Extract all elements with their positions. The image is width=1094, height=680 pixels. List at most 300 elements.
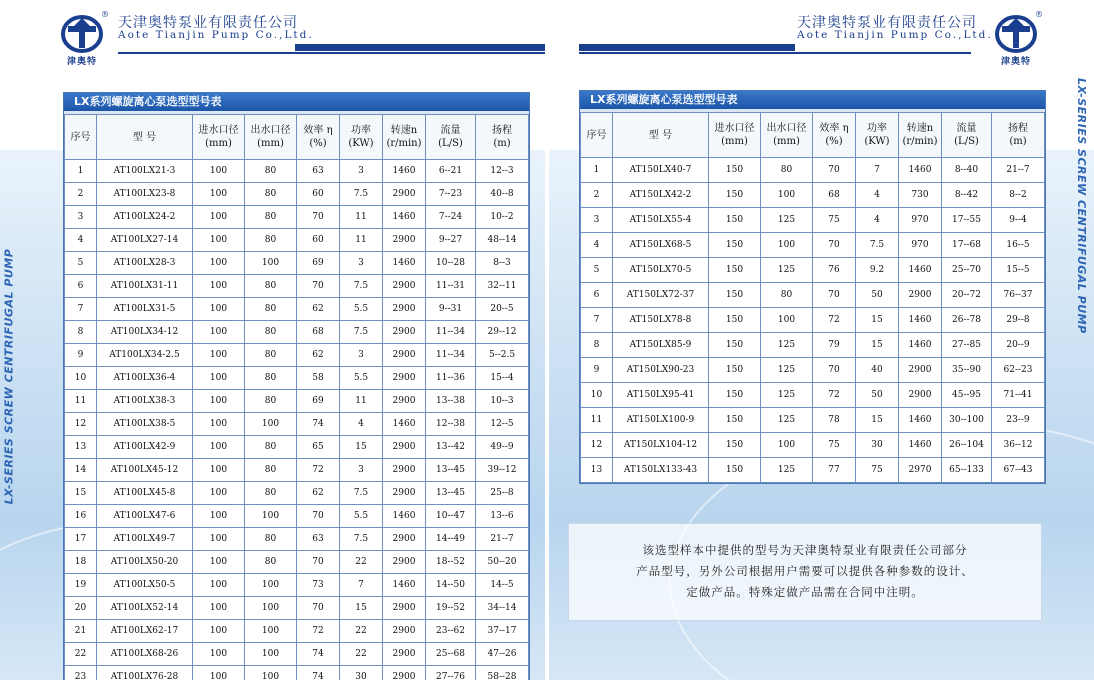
table-row bbox=[65, 275, 529, 298]
table-cell: 75 bbox=[813, 433, 856, 458]
table-cell: 125 bbox=[761, 408, 813, 433]
table-cell: 730 bbox=[899, 183, 942, 208]
table-cell: 1460 bbox=[383, 160, 426, 183]
table-cell: 100 bbox=[193, 551, 245, 574]
table-cell: 15--4 bbox=[476, 367, 529, 390]
column-header-label: 序号 bbox=[586, 129, 607, 141]
table-cell: 15 bbox=[340, 436, 383, 459]
table-cell: 72 bbox=[813, 308, 856, 333]
registered-mark: ® bbox=[101, 10, 109, 19]
table-cell: 100 bbox=[761, 308, 813, 333]
table-cell: 27--85 bbox=[942, 333, 992, 358]
table-cell: 7 bbox=[856, 158, 899, 183]
column-header-label: 出水口径 bbox=[250, 125, 291, 136]
column-header-label: 转速n bbox=[390, 125, 418, 136]
table-cell: 1460 bbox=[899, 408, 942, 433]
table-cell: 80 bbox=[761, 283, 813, 308]
table-cell: 23 bbox=[65, 666, 97, 680]
table-cell: 6 bbox=[581, 283, 613, 308]
table-cell: 10--47 bbox=[426, 505, 476, 528]
table-cell: AT150LX95-41 bbox=[613, 383, 709, 408]
table-cell: 100 bbox=[193, 367, 245, 390]
table-cell: 11--34 bbox=[426, 344, 476, 367]
table-cell: 100 bbox=[193, 160, 245, 183]
table-cell: 20 bbox=[65, 597, 97, 620]
table-cell: AT100LX50-20 bbox=[97, 551, 193, 574]
column-header-label: 进水口径 bbox=[198, 125, 239, 136]
table-cell: 100 bbox=[193, 183, 245, 206]
table-cell: 2900 bbox=[383, 298, 426, 321]
table-cell: AT100LX28-3 bbox=[97, 252, 193, 275]
table-row bbox=[65, 160, 529, 183]
table-cell: 2900 bbox=[383, 643, 426, 666]
table-cell: AT100LX21-3 bbox=[97, 160, 193, 183]
column-header bbox=[383, 115, 426, 160]
table-cell: 2900 bbox=[383, 528, 426, 551]
table-cell: 8--40 bbox=[942, 158, 992, 183]
table-cell: 15 bbox=[856, 308, 899, 333]
table-title: LX系列螺旋离心泵选型型号表 bbox=[64, 93, 529, 111]
table-cell: 12 bbox=[581, 433, 613, 458]
column-header bbox=[297, 115, 340, 160]
table-cell: 100 bbox=[193, 643, 245, 666]
table-cell: 3 bbox=[340, 160, 383, 183]
table-row bbox=[65, 413, 529, 436]
table-cell: 7 bbox=[340, 574, 383, 597]
table-cell: 80 bbox=[245, 229, 297, 252]
table-cell: 13--45 bbox=[426, 459, 476, 482]
table-cell: 100 bbox=[193, 298, 245, 321]
table-cell: 3 bbox=[340, 344, 383, 367]
table-cell: 80 bbox=[245, 436, 297, 459]
table-cell: 10--28 bbox=[426, 252, 476, 275]
table-cell: 1460 bbox=[899, 433, 942, 458]
table-cell: 71--41 bbox=[992, 383, 1045, 408]
table-cell: 75 bbox=[813, 208, 856, 233]
table-cell: 100 bbox=[193, 229, 245, 252]
table-cell: 75 bbox=[856, 458, 899, 483]
column-header-unit: (%) bbox=[825, 136, 843, 147]
table-cell: 100 bbox=[193, 574, 245, 597]
column-header bbox=[340, 115, 383, 160]
column-header-unit: (KW) bbox=[348, 138, 374, 149]
table-cell: 6 bbox=[65, 275, 97, 298]
side-label-right: LX-SERIES SCREW CENTRIFUGAL PUMP bbox=[1075, 78, 1088, 334]
table-cell: 68 bbox=[297, 321, 340, 344]
column-header-label: 效率 η bbox=[303, 125, 333, 136]
table-cell: 30 bbox=[340, 666, 383, 680]
table-cell: 2900 bbox=[383, 229, 426, 252]
table-row bbox=[65, 574, 529, 597]
table-row bbox=[581, 333, 1045, 358]
table-cell: 100 bbox=[193, 206, 245, 229]
notice-line: 该选型样本中提供的型号为天津奥特泵业有限责任公司部分 bbox=[642, 543, 968, 557]
column-header-label: 进水口径 bbox=[714, 123, 755, 134]
table-row bbox=[65, 436, 529, 459]
table-cell: 100 bbox=[761, 183, 813, 208]
table-cell: AT150LX78-8 bbox=[613, 308, 709, 333]
table-cell: 19--52 bbox=[426, 597, 476, 620]
table-cell: 16--5 bbox=[992, 233, 1045, 258]
table-cell: 49--9 bbox=[476, 436, 529, 459]
column-header bbox=[899, 113, 942, 158]
side-label-left: LX-SERIES SCREW CENTRIFUGAL PUMP bbox=[2, 248, 16, 505]
table-cell: 21 bbox=[65, 620, 97, 643]
table-cell: 40 bbox=[856, 358, 899, 383]
table-row bbox=[581, 283, 1045, 308]
table-row bbox=[65, 643, 529, 666]
model-table bbox=[580, 112, 1045, 483]
table-cell: 70 bbox=[813, 233, 856, 258]
column-header-unit: (m) bbox=[493, 138, 511, 149]
table-cell: 16 bbox=[65, 505, 97, 528]
table-cell: 21--7 bbox=[992, 158, 1045, 183]
table-cell: 32--11 bbox=[476, 275, 529, 298]
table-cell: 23--9 bbox=[992, 408, 1045, 433]
table-cell: 100 bbox=[193, 505, 245, 528]
table-row bbox=[581, 458, 1045, 483]
table-cell: 10 bbox=[581, 383, 613, 408]
table-cell: 100 bbox=[193, 528, 245, 551]
company-name-en: Aote Tianjin Pump Co.,Ltd. bbox=[797, 29, 993, 41]
table-cell: 125 bbox=[761, 358, 813, 383]
table-cell: AT100LX47-6 bbox=[97, 505, 193, 528]
table-cell: 15 bbox=[340, 597, 383, 620]
table-cell: 80 bbox=[245, 183, 297, 206]
table-cell: 22 bbox=[65, 643, 97, 666]
table-cell: 2 bbox=[65, 183, 97, 206]
column-header bbox=[761, 113, 813, 158]
table-cell: 70 bbox=[297, 551, 340, 574]
table-cell: AT150LX42-2 bbox=[613, 183, 709, 208]
table-cell: AT100LX34-12 bbox=[97, 321, 193, 344]
column-header-label: 效率 η bbox=[819, 123, 849, 134]
table-row bbox=[65, 505, 529, 528]
table-cell: 2900 bbox=[383, 597, 426, 620]
table-cell: 62 bbox=[297, 344, 340, 367]
column-header bbox=[426, 115, 476, 160]
table-cell: 5.5 bbox=[340, 367, 383, 390]
table-cell: 2900 bbox=[383, 367, 426, 390]
table-cell: 17 bbox=[65, 528, 97, 551]
table-cell: AT100LX38-3 bbox=[97, 390, 193, 413]
table-cell: 78 bbox=[813, 408, 856, 433]
table-cell: 4 bbox=[65, 229, 97, 252]
column-header-label: 流量 bbox=[956, 123, 977, 134]
table-cell: 100 bbox=[193, 666, 245, 680]
table-row bbox=[581, 258, 1045, 283]
column-header bbox=[709, 113, 761, 158]
table-cell: 22 bbox=[340, 551, 383, 574]
table-cell: 20--9 bbox=[992, 333, 1045, 358]
table-cell: 5 bbox=[65, 252, 97, 275]
table-cell: 72 bbox=[297, 620, 340, 643]
table-cell: AT100LX24-2 bbox=[97, 206, 193, 229]
table-cell: AT100LX49-7 bbox=[97, 528, 193, 551]
table-cell: AT100LX23-8 bbox=[97, 183, 193, 206]
table-cell: 12--38 bbox=[426, 413, 476, 436]
table-cell: 11 bbox=[65, 390, 97, 413]
table-cell: 40--8 bbox=[476, 183, 529, 206]
table-cell: 100 bbox=[193, 597, 245, 620]
table-cell: 27--76 bbox=[426, 666, 476, 680]
table-row bbox=[65, 666, 529, 680]
table-cell: 80 bbox=[245, 206, 297, 229]
table-cell: AT150LX90-23 bbox=[613, 358, 709, 383]
table-row bbox=[65, 390, 529, 413]
table-cell: 1 bbox=[581, 158, 613, 183]
table-row bbox=[65, 528, 529, 551]
table-cell: 19 bbox=[65, 574, 97, 597]
table-cell: AT100LX50-5 bbox=[97, 574, 193, 597]
table-cell: 63 bbox=[297, 160, 340, 183]
table-cell: 100 bbox=[245, 666, 297, 680]
table-cell: 80 bbox=[245, 298, 297, 321]
table-row bbox=[65, 206, 529, 229]
table-cell: 4 bbox=[856, 183, 899, 208]
column-header-unit: (mm) bbox=[257, 138, 284, 149]
table-cell: 10 bbox=[65, 367, 97, 390]
header-bar bbox=[579, 44, 795, 51]
table-cell: 125 bbox=[761, 383, 813, 408]
table-cell: 100 bbox=[245, 643, 297, 666]
table-header-row bbox=[581, 113, 1045, 158]
table-cell: 100 bbox=[193, 459, 245, 482]
table-cell: 63 bbox=[297, 528, 340, 551]
table-cell: 70 bbox=[297, 206, 340, 229]
table-cell: 7.5 bbox=[340, 183, 383, 206]
table-cell: 100 bbox=[761, 233, 813, 258]
table-cell: 69 bbox=[297, 390, 340, 413]
table-cell: 100 bbox=[245, 574, 297, 597]
table-cell: AT150LX68-5 bbox=[613, 233, 709, 258]
table-cell: 36--12 bbox=[992, 433, 1045, 458]
column-header-label: 功率 bbox=[351, 125, 371, 136]
table-cell: 70 bbox=[813, 283, 856, 308]
table-cell: 2900 bbox=[383, 551, 426, 574]
table-cell: 9--27 bbox=[426, 229, 476, 252]
table-cell: AT150LX100-9 bbox=[613, 408, 709, 433]
column-header bbox=[97, 115, 193, 160]
table-cell: 25--8 bbox=[476, 482, 529, 505]
table-cell: 11 bbox=[340, 206, 383, 229]
table-cell: 11 bbox=[581, 408, 613, 433]
model-table bbox=[64, 114, 529, 680]
notice-box bbox=[568, 523, 1042, 621]
table-cell: 150 bbox=[709, 383, 761, 408]
table-cell: 1460 bbox=[899, 308, 942, 333]
table-cell: 150 bbox=[709, 458, 761, 483]
table-cell: AT100LX76-28 bbox=[97, 666, 193, 680]
table-cell: 14 bbox=[65, 459, 97, 482]
table-cell: 150 bbox=[709, 158, 761, 183]
table-cell: 970 bbox=[899, 208, 942, 233]
table-cell: AT100LX36-4 bbox=[97, 367, 193, 390]
table-cell: 22 bbox=[340, 643, 383, 666]
table-cell: 60 bbox=[297, 229, 340, 252]
table-cell: 2 bbox=[581, 183, 613, 208]
table-cell: 100 bbox=[245, 597, 297, 620]
table-cell: 70 bbox=[297, 597, 340, 620]
table-cell: 34--14 bbox=[476, 597, 529, 620]
table-cell: 125 bbox=[761, 208, 813, 233]
right-model-table bbox=[579, 90, 1046, 484]
table-row bbox=[65, 298, 529, 321]
notice-line: 产品型号，另外公司根据用户需要可以提供各种参数的设计、 bbox=[636, 564, 974, 578]
table-cell: 26--104 bbox=[942, 433, 992, 458]
table-cell: 20--5 bbox=[476, 298, 529, 321]
table-cell: 76 bbox=[813, 258, 856, 283]
table-cell: 8--3 bbox=[476, 252, 529, 275]
table-cell: 7 bbox=[65, 298, 97, 321]
company-logo bbox=[994, 10, 1043, 67]
table-cell: 7.5 bbox=[340, 275, 383, 298]
table-cell: 8--42 bbox=[942, 183, 992, 208]
table-cell: 62 bbox=[297, 482, 340, 505]
table-cell: 11--34 bbox=[426, 321, 476, 344]
table-cell: 150 bbox=[709, 258, 761, 283]
table-cell: 150 bbox=[709, 283, 761, 308]
table-cell: AT150LX133-43 bbox=[613, 458, 709, 483]
table-cell: 70 bbox=[813, 158, 856, 183]
table-cell: 80 bbox=[245, 390, 297, 413]
table-cell: 23--62 bbox=[426, 620, 476, 643]
table-cell: 29--8 bbox=[992, 308, 1045, 333]
table-cell: 58 bbox=[297, 367, 340, 390]
table-cell: 150 bbox=[709, 358, 761, 383]
table-cell: 18 bbox=[65, 551, 97, 574]
table-cell: 2900 bbox=[899, 283, 942, 308]
table-cell: 1 bbox=[65, 160, 97, 183]
table-cell: AT100LX31-5 bbox=[97, 298, 193, 321]
table-cell: 150 bbox=[709, 408, 761, 433]
table-cell: 80 bbox=[245, 528, 297, 551]
table-cell: AT100LX52-14 bbox=[97, 597, 193, 620]
page-header-right bbox=[549, 0, 1094, 70]
table-cell: 2900 bbox=[383, 482, 426, 505]
column-header-label: 流量 bbox=[440, 125, 461, 136]
table-cell: 80 bbox=[245, 344, 297, 367]
column-header bbox=[245, 115, 297, 160]
table-cell: AT150LX55-4 bbox=[613, 208, 709, 233]
table-cell: 7 bbox=[581, 308, 613, 333]
header-rule bbox=[118, 52, 545, 54]
table-row bbox=[65, 183, 529, 206]
table-cell: 25--68 bbox=[426, 643, 476, 666]
header-bar bbox=[295, 44, 545, 51]
column-header bbox=[476, 115, 529, 160]
column-header-unit: (L/S) bbox=[438, 138, 463, 149]
table-cell: 5 bbox=[581, 258, 613, 283]
column-header-unit: (m) bbox=[1009, 136, 1027, 147]
table-row bbox=[581, 408, 1045, 433]
table-cell: 2900 bbox=[383, 666, 426, 680]
logo-mark-icon bbox=[60, 14, 104, 54]
table-cell: 11 bbox=[340, 390, 383, 413]
table-cell: 7.5 bbox=[340, 482, 383, 505]
table-cell: 2900 bbox=[383, 183, 426, 206]
table-cell: 72 bbox=[813, 383, 856, 408]
table-cell: 9--31 bbox=[426, 298, 476, 321]
column-header bbox=[942, 113, 992, 158]
table-cell: 80 bbox=[245, 160, 297, 183]
table-cell: 10--3 bbox=[476, 390, 529, 413]
column-header bbox=[813, 113, 856, 158]
table-cell: 2900 bbox=[899, 358, 942, 383]
column-header bbox=[992, 113, 1045, 158]
table-cell: 80 bbox=[245, 321, 297, 344]
table-cell: 30--100 bbox=[942, 408, 992, 433]
table-cell: 100 bbox=[193, 436, 245, 459]
column-header-unit: (L/S) bbox=[954, 136, 979, 147]
table-cell: 45--95 bbox=[942, 383, 992, 408]
table-cell: 58--28 bbox=[476, 666, 529, 680]
table-cell: 74 bbox=[297, 666, 340, 680]
column-header-label: 扬程 bbox=[1008, 123, 1028, 134]
left-model-table bbox=[63, 92, 530, 680]
column-header bbox=[613, 113, 709, 158]
table-cell: 74 bbox=[297, 413, 340, 436]
table-row bbox=[581, 233, 1045, 258]
table-cell: 1460 bbox=[383, 252, 426, 275]
company-name-en: Aote Tianjin Pump Co.,Ltd. bbox=[118, 29, 314, 41]
table-cell: 7.5 bbox=[856, 233, 899, 258]
table-cell: 80 bbox=[245, 275, 297, 298]
table-cell: 150 bbox=[709, 308, 761, 333]
table-row bbox=[581, 358, 1045, 383]
table-cell: 25--70 bbox=[942, 258, 992, 283]
table-cell: 67--43 bbox=[992, 458, 1045, 483]
table-cell: 100 bbox=[193, 275, 245, 298]
table-cell: 80 bbox=[245, 551, 297, 574]
table-cell: 68 bbox=[813, 183, 856, 208]
table-cell: 100 bbox=[193, 482, 245, 505]
table-row bbox=[581, 208, 1045, 233]
table-cell: 14--5 bbox=[476, 574, 529, 597]
column-header-label: 转速n bbox=[906, 123, 934, 134]
table-cell: 5.5 bbox=[340, 298, 383, 321]
column-header-label: 型 号 bbox=[648, 129, 673, 141]
table-cell: 62--23 bbox=[992, 358, 1045, 383]
column-header-unit: (r/min) bbox=[386, 138, 422, 149]
table-cell: 79 bbox=[813, 333, 856, 358]
table-cell: 76--37 bbox=[992, 283, 1045, 308]
table-cell: 60 bbox=[297, 183, 340, 206]
table-cell: 125 bbox=[761, 458, 813, 483]
table-cell: 1460 bbox=[383, 206, 426, 229]
table-cell: 100 bbox=[761, 433, 813, 458]
table-cell: AT150LX40-7 bbox=[613, 158, 709, 183]
table-cell: 3 bbox=[340, 252, 383, 275]
table-cell: 13--45 bbox=[426, 482, 476, 505]
table-row bbox=[65, 229, 529, 252]
company-logo bbox=[60, 10, 109, 67]
table-cell: AT100LX42-9 bbox=[97, 436, 193, 459]
table-cell: 13 bbox=[65, 436, 97, 459]
table-cell: 14--50 bbox=[426, 574, 476, 597]
column-header bbox=[193, 115, 245, 160]
table-cell: 3 bbox=[65, 206, 97, 229]
logo-mark-icon bbox=[994, 14, 1038, 54]
table-cell: 11 bbox=[340, 229, 383, 252]
logo-text: 津奥特 bbox=[1000, 57, 1031, 67]
table-row bbox=[65, 252, 529, 275]
table-cell: 77 bbox=[813, 458, 856, 483]
table-cell: 26--78 bbox=[942, 308, 992, 333]
table-cell: AT100LX45-12 bbox=[97, 459, 193, 482]
table-cell: 150 bbox=[709, 333, 761, 358]
column-header-unit: (%) bbox=[309, 138, 327, 149]
